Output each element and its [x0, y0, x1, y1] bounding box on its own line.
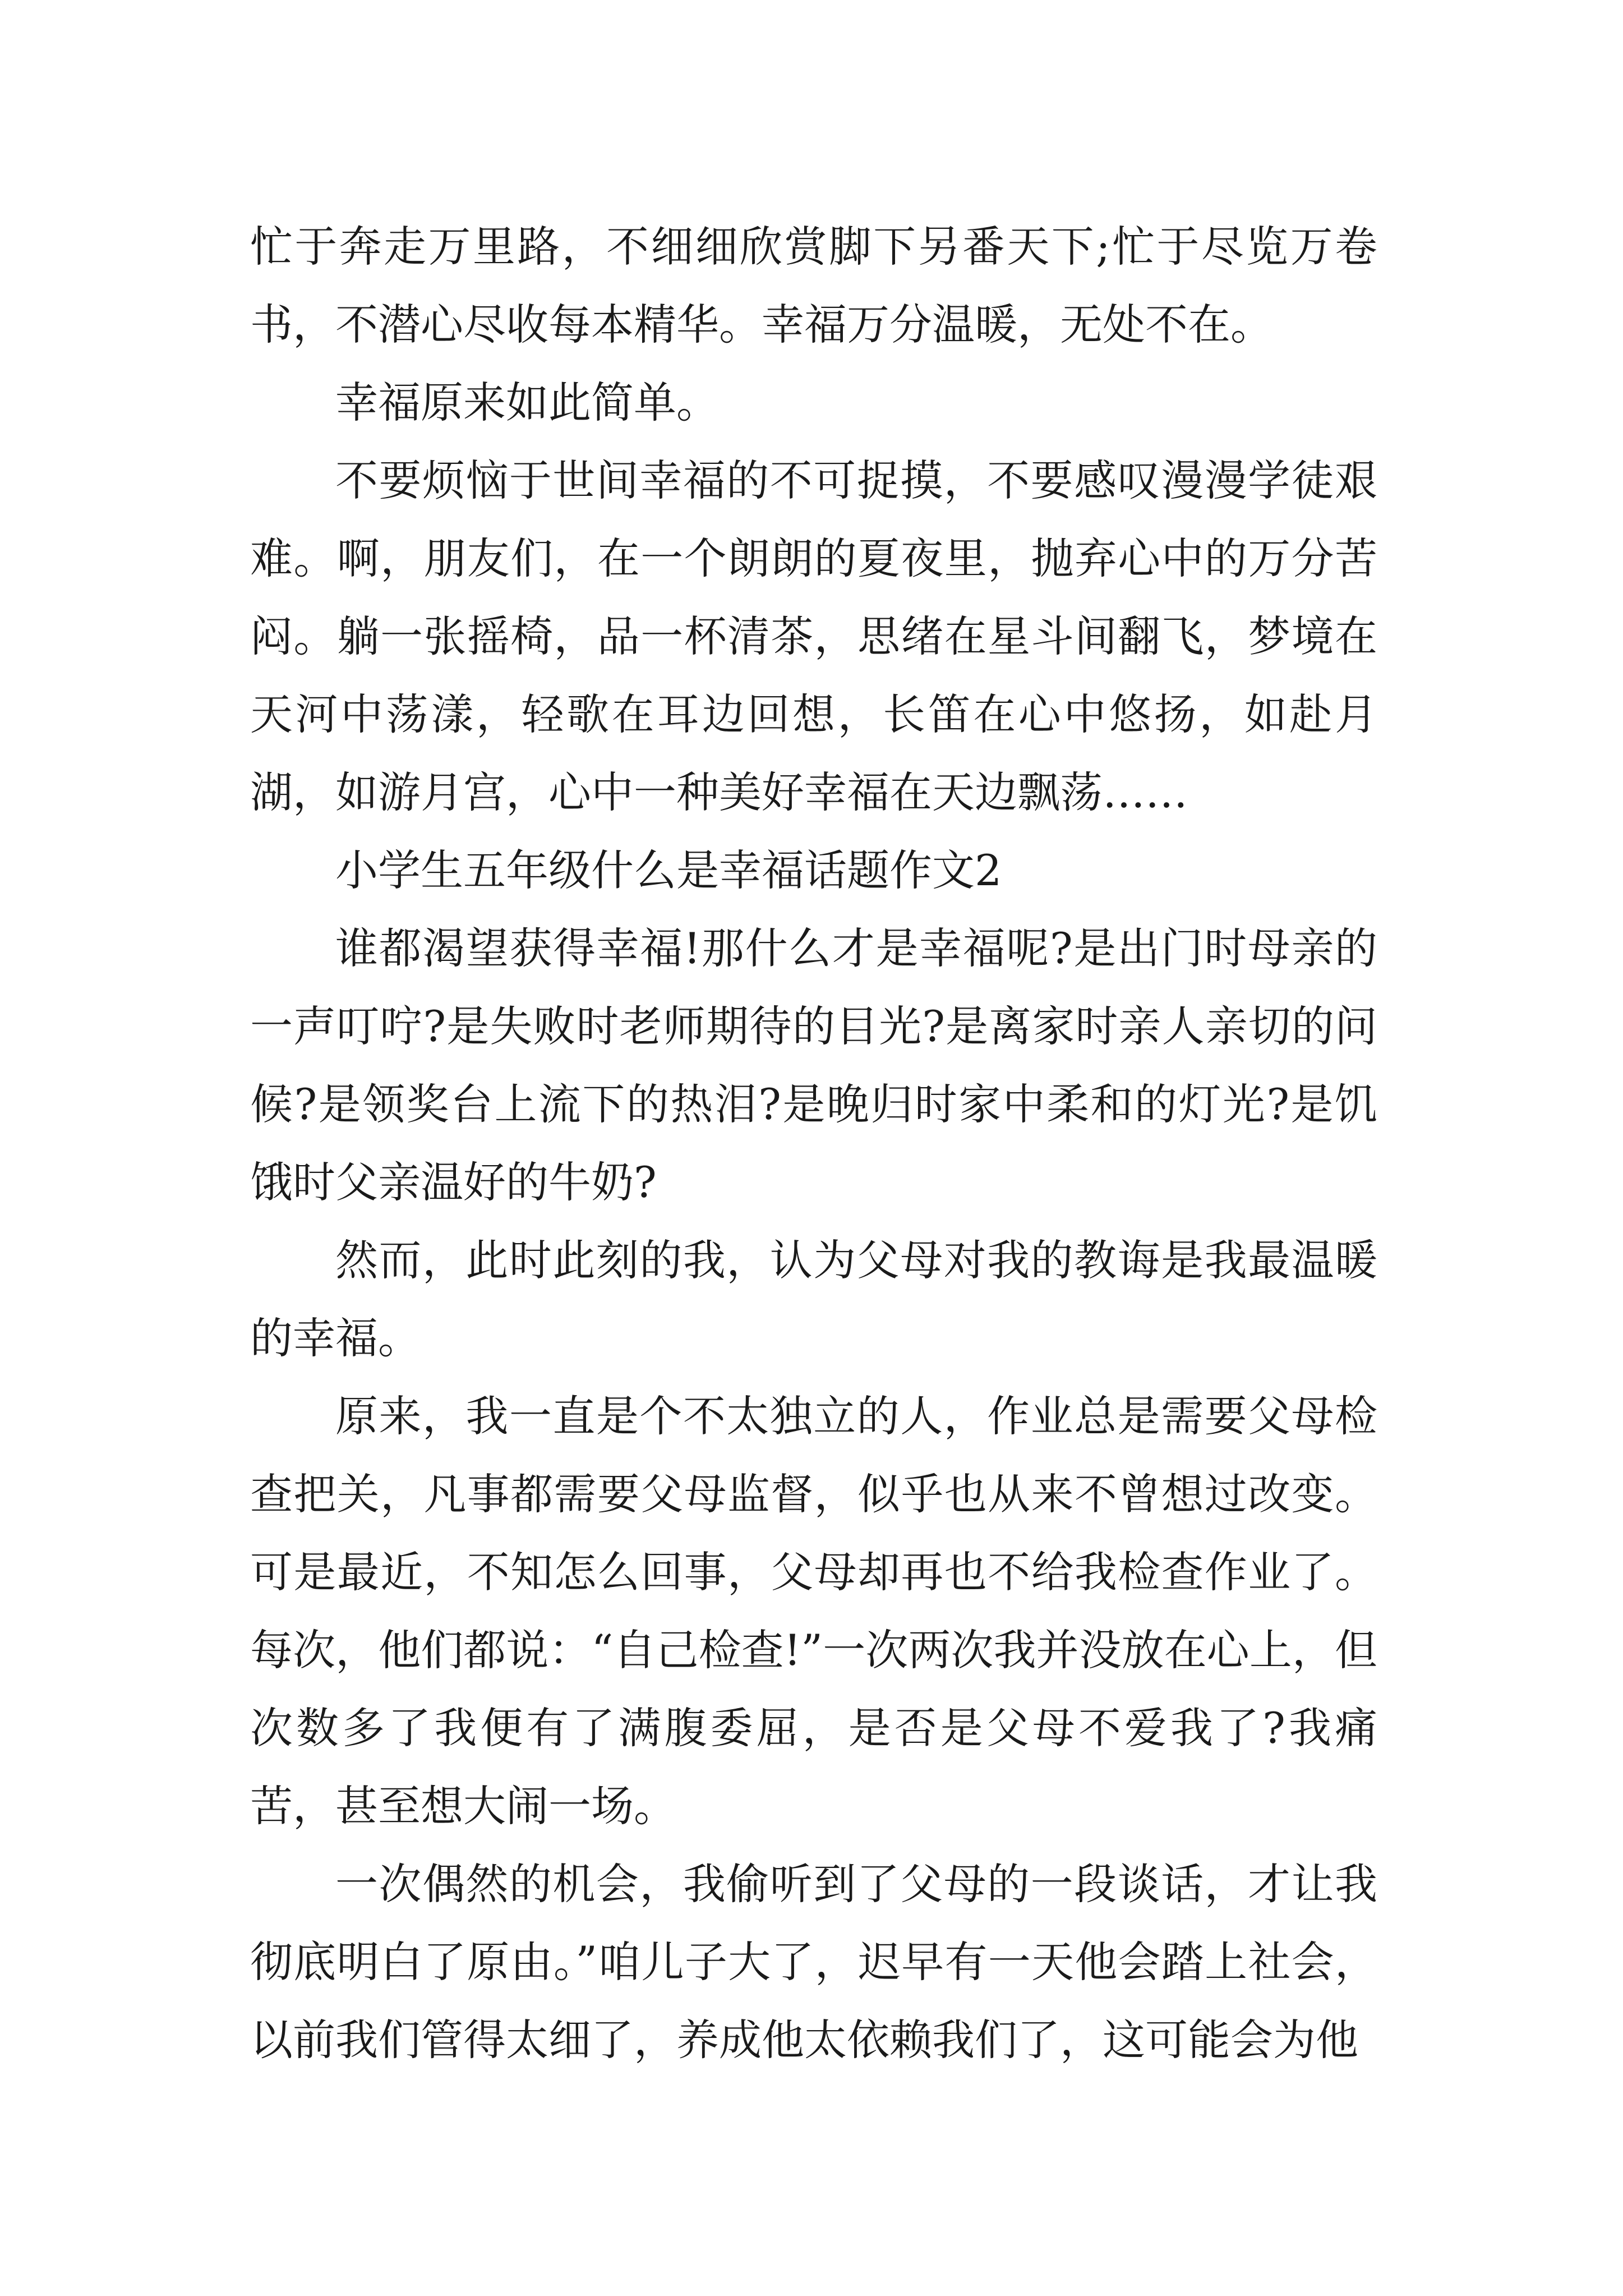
document-body — [250, 208, 1377, 2079]
section-heading: 小学生五年级什么是幸福话题作文2 — [335, 845, 1002, 895]
paragraph: 不要烦恼于世间幸福的不可捉摸，不要感叹漫漫学徒艰难。啊，朋友们，在一个朗朗的夏夜里，抛弃心中的万分苦闷。躺一张摇椅，品一杯清茶，思绪在星斗间翻飞，梦境在天河中荡漾，轻歌在耳边回想，长笛在心中悠扬，如赴月湖，如游月宫，心中一种美好幸福在天边飘荡…… — [250, 455, 1377, 817]
paragraph: 幸福原来如此简单。 — [335, 378, 719, 427]
paragraph: 忙于奔走万里路，不细细欣赏脚下另番天下;忙于尽览万卷书，不潜心尽收每本精华。幸福万分温暖，无处不在。 — [250, 222, 1377, 349]
paragraph: 一次偶然的机会，我偷听到了父母的一段谈话，才让我彻底明白了原由。”咱儿子大了，迟早有一天他会踏上社会，以前我们管得太细了，养成他太依赖我们了，这可能会为他 — [250, 1859, 1377, 2065]
paragraph: 原来，我一直是个不太独立的人，作业总是需要父母检查把关，凡事都需要父母监督，似乎也从来不曾想过改变。可是最近，不知怎么回事，父母却再也不给我检查作业了。每次，他们都说：“自己检查!”一次两次我并没放在心上，但次数多了我便有了满腹委屈，是否是父母不爱我了?我痛苦，甚至想大闹一场。 — [250, 1391, 1377, 1831]
paragraph: 谁都渴望获得幸福!那什么才是幸福呢?是出门时母亲的一声叮咛?是失败时老师期待的目光?是离家时亲人亲切的问候?是领奖台上流下的热泪?是晚归时家中柔和的灯光?是饥饿时父亲温好的牛奶? — [250, 923, 1377, 1207]
paragraph: 然而，此时此刻的我，认为父母对我的教诲是我最温暖的幸福。 — [250, 1235, 1377, 1363]
